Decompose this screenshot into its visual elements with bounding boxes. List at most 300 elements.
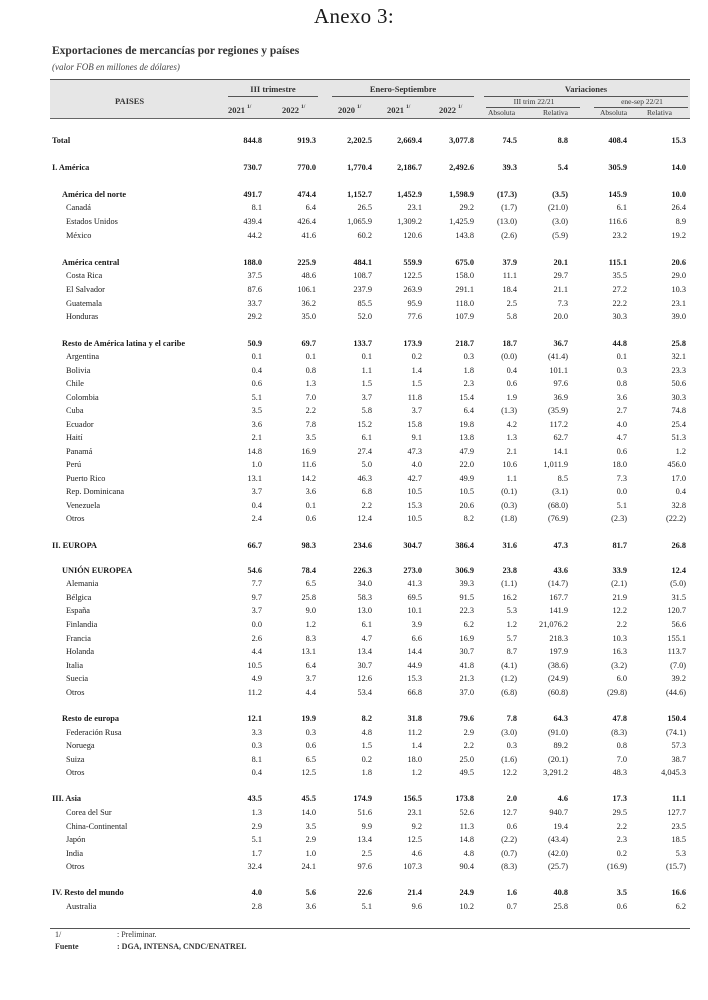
row-value: 31.8	[407, 714, 422, 723]
row-label: El Salvador	[66, 285, 105, 294]
row-value: (1.7)	[501, 203, 517, 212]
row-value: 36.2	[301, 299, 316, 308]
table-row	[0, 646, 708, 658]
row-value: 48.3	[612, 768, 627, 777]
row-value: 2.7	[616, 406, 627, 415]
table-row	[0, 834, 708, 846]
row-label: Otros	[66, 514, 85, 523]
row-value: 19.4	[553, 822, 568, 831]
row-value: 0.4	[506, 366, 517, 375]
row-value: 2,202.5	[347, 136, 372, 145]
row-value: 30.7	[357, 661, 372, 670]
table-row	[0, 740, 708, 752]
header-ytd-2022: 2022 $^{1/}$	[439, 104, 463, 115]
header-ytd-2020: 2020 $^{1/}$	[338, 104, 362, 115]
row-value: 27.4	[357, 447, 372, 456]
row-value: 25.8	[553, 902, 568, 911]
row-value: 20.0	[553, 312, 568, 321]
row-value: 3.5	[616, 888, 627, 897]
row-value: 8.2	[463, 514, 474, 523]
row-label: Suiza	[66, 755, 85, 764]
table-row	[0, 901, 708, 913]
row-value: 2.1	[506, 447, 517, 456]
row-value: 25.0	[459, 755, 474, 764]
row-value: 12.5	[301, 768, 316, 777]
row-value: 5.4	[557, 163, 568, 172]
row-value: 33.9	[612, 566, 627, 575]
row-value: 14.0	[671, 163, 686, 172]
table-row	[0, 633, 708, 645]
row-value: (1.2)	[501, 674, 517, 683]
row-value: (8.3)	[501, 862, 517, 871]
row-value: 14.0	[301, 808, 316, 817]
row-value: 21.3	[459, 674, 474, 683]
row-value: 25.4	[671, 420, 686, 429]
row-value: 15.8	[407, 420, 422, 429]
row-label: Honduras	[66, 312, 99, 321]
row-value: 2.6	[251, 634, 262, 643]
row-value: 23.3	[671, 366, 686, 375]
row-label: Argentina	[66, 352, 100, 361]
row-value: 0.4	[675, 487, 686, 496]
row-value: 50.6	[671, 379, 686, 388]
row-value: 52.6	[459, 808, 474, 817]
row-value: 1.2	[411, 768, 422, 777]
row-value: 1.2	[305, 620, 316, 629]
table-row	[0, 807, 708, 819]
row-value: 19.9	[301, 714, 316, 723]
row-label: Panamá	[66, 447, 93, 456]
row-value: (41.4)	[547, 352, 568, 361]
row-value: 0.7	[506, 902, 517, 911]
table-row	[0, 793, 708, 805]
row-value: 9.9	[361, 822, 372, 831]
row-label: Chile	[66, 379, 84, 388]
row-value: 0.8	[616, 379, 627, 388]
row-value: (0.7)	[501, 849, 517, 858]
table-row	[0, 459, 708, 471]
row-value: 4.2	[506, 420, 517, 429]
row-value: 22.6	[357, 888, 372, 897]
header-ytd: Enero-Septiembre	[369, 84, 437, 94]
table-row	[0, 848, 708, 860]
row-label: América central	[62, 258, 120, 267]
row-value: 1.3	[305, 379, 316, 388]
row-value: 0.1	[251, 352, 262, 361]
row-value: 940.7	[549, 808, 568, 817]
row-value: (1.3)	[501, 406, 517, 415]
row-value: 6.2	[463, 620, 474, 629]
row-value: 1.3	[251, 808, 262, 817]
row-value: 6.1	[361, 433, 372, 442]
row-value: 41.3	[407, 579, 422, 588]
row-value: (8.3)	[611, 728, 627, 737]
row-value: 273.0	[403, 566, 422, 575]
row-value: 32.1	[671, 352, 686, 361]
row-value: 1,065.9	[347, 217, 372, 226]
row-value: 58.3	[357, 593, 372, 602]
row-value: 0.3	[305, 728, 316, 737]
row-value: 13.4	[357, 835, 372, 844]
table-row	[0, 767, 708, 779]
header-var-ytd: ene-sep 22/21	[621, 97, 663, 106]
row-value: (3.5)	[552, 190, 568, 199]
row-value: (16.9)	[606, 862, 627, 871]
row-value: (74.1)	[665, 728, 686, 737]
table-row	[0, 565, 708, 577]
row-value: 22.0	[459, 460, 474, 469]
row-value: 0.3	[463, 352, 474, 361]
row-value: 12.1	[247, 714, 262, 723]
table-row	[0, 861, 708, 873]
row-value: 43.5	[247, 794, 262, 803]
row-value: 1.3	[506, 433, 517, 442]
row-value: (42.0)	[547, 849, 568, 858]
row-value: 25.8	[301, 593, 316, 602]
row-value: 1.5	[361, 379, 372, 388]
row-value: 97.6	[357, 862, 372, 871]
row-value: (25.7)	[547, 862, 568, 871]
row-value: 43.6	[553, 566, 568, 575]
row-value: (20.1)	[547, 755, 568, 764]
row-value: (13.0)	[496, 217, 517, 226]
row-value: 47.3	[553, 541, 568, 550]
table-subtitle: (valor FOB en millones de dólares)	[52, 62, 180, 72]
table-row	[0, 713, 708, 725]
row-value: 730.7	[243, 163, 262, 172]
row-value: 16.9	[459, 634, 474, 643]
row-value: 1.6	[506, 888, 517, 897]
row-label: Haití	[66, 433, 83, 442]
row-value: 12.5	[407, 835, 422, 844]
row-value: 51.6	[357, 808, 372, 817]
row-value: 4.0	[251, 888, 262, 897]
row-value: 3.5	[305, 433, 316, 442]
row-value: 23.1	[671, 299, 686, 308]
row-value: 304.7	[403, 541, 422, 550]
row-value: (3.0)	[552, 217, 568, 226]
table-row	[0, 135, 708, 147]
row-value: (1.6)	[501, 755, 517, 764]
row-value: 33.7	[247, 299, 262, 308]
row-value: 291.1	[455, 285, 474, 294]
row-value: 13.0	[357, 606, 372, 615]
row-value: 3.5	[305, 822, 316, 831]
row-label: IV. Resto del mundo	[52, 888, 124, 897]
row-value: 14.8	[459, 835, 474, 844]
table-row	[0, 673, 708, 685]
row-value: 48.6	[301, 271, 316, 280]
row-value: 226.3	[353, 566, 372, 575]
row-value: 156.5	[403, 794, 422, 803]
header-paises: PAISES	[115, 96, 145, 106]
table-row	[0, 446, 708, 458]
row-value: 19.8	[459, 420, 474, 429]
table-row	[0, 432, 708, 444]
row-value: 29.2	[247, 312, 262, 321]
row-value: 8.8	[557, 136, 568, 145]
row-value: 20.6	[459, 501, 474, 510]
row-value: 141.9	[549, 606, 568, 615]
row-value: 26.4	[671, 203, 686, 212]
row-value: 0.1	[616, 352, 627, 361]
row-value: 5.7	[506, 634, 517, 643]
table-row	[0, 578, 708, 590]
row-value: 770.0	[297, 163, 316, 172]
row-value: 39.3	[502, 163, 517, 172]
table-row	[0, 365, 708, 377]
row-value: 54.6	[247, 566, 262, 575]
row-value: 3.6	[251, 420, 262, 429]
row-value: 7.3	[557, 299, 568, 308]
row-value: 32.8	[671, 501, 686, 510]
row-value: 3.6	[305, 902, 316, 911]
row-label: Guatemala	[66, 299, 102, 308]
row-value: 2.3	[463, 379, 474, 388]
row-value: 237.9	[353, 285, 372, 294]
row-value: 29.0	[671, 271, 686, 280]
row-value: 3.9	[411, 620, 422, 629]
source-label: Fuente	[55, 942, 79, 951]
row-value: 133.7	[353, 339, 372, 348]
row-value: 41.6	[301, 231, 316, 240]
row-value: 77.6	[407, 312, 422, 321]
row-value: 22.2	[612, 299, 627, 308]
row-label: América del norte	[62, 190, 127, 199]
row-value: 2,186.7	[397, 163, 422, 172]
row-value: 49.9	[459, 474, 474, 483]
source-text: : DGA, INTENSA, CNDC/ENATREL	[117, 942, 247, 951]
row-value: 35.0	[301, 312, 316, 321]
row-value: 9.1	[411, 433, 422, 442]
row-value: 6.4	[463, 406, 474, 415]
row-value: 306.9	[455, 566, 474, 575]
row-label: Colombia	[66, 393, 99, 402]
table-row	[0, 821, 708, 833]
header-var-q3: III trim 22/21	[513, 97, 555, 106]
row-value: 116.6	[608, 217, 627, 226]
table-row	[0, 378, 708, 390]
row-value: 107.9	[455, 312, 474, 321]
row-value: 16.2	[502, 593, 517, 602]
row-value: 89.2	[553, 741, 568, 750]
row-value: 101.1	[549, 366, 568, 375]
row-label: Australia	[66, 902, 97, 911]
row-value: 8.1	[251, 755, 262, 764]
row-value: 5.3	[506, 606, 517, 615]
row-value: 37.9	[502, 258, 517, 267]
row-value: (2.1)	[611, 579, 627, 588]
row-value: 1,152.7	[347, 190, 372, 199]
row-value: 4.8	[463, 849, 474, 858]
row-value: 0.6	[305, 741, 316, 750]
row-value: 26.8	[671, 541, 686, 550]
table-row	[0, 189, 708, 201]
row-value: 14.2	[301, 474, 316, 483]
table-row	[0, 727, 708, 739]
row-value: 122.5	[403, 271, 422, 280]
row-value: (3.0)	[501, 728, 517, 737]
row-value: 0.2	[616, 849, 627, 858]
row-value: 23.1	[407, 808, 422, 817]
row-value: 2.2	[361, 501, 372, 510]
row-value: (5.9)	[552, 231, 568, 240]
row-value: 225.9	[297, 258, 316, 267]
row-value: 9.0	[305, 606, 316, 615]
header-variaciones: Variaciones	[564, 84, 608, 94]
row-value: 31.6	[502, 541, 517, 550]
row-label: Venezuela	[66, 501, 101, 510]
row-value: 9.6	[411, 902, 422, 911]
row-value: 8.5	[557, 474, 568, 483]
row-value: 439.4	[243, 217, 262, 226]
row-value: 81.7	[612, 541, 627, 550]
row-value: 18.5	[671, 835, 686, 844]
row-value: 20.1	[553, 258, 568, 267]
row-value: 2.1	[251, 433, 262, 442]
table-row	[0, 202, 708, 214]
row-value: 15.3	[407, 674, 422, 683]
row-label: Costa Rica	[66, 271, 103, 280]
row-value: 2.0	[506, 794, 517, 803]
row-value: 9.7	[251, 593, 262, 602]
row-value: 4,045.3	[661, 768, 686, 777]
row-label: Canadá	[66, 203, 91, 212]
row-value: (17.3)	[496, 190, 517, 199]
row-value: 0.1	[361, 352, 372, 361]
row-value: 18.4	[502, 285, 517, 294]
row-value: 7.3	[616, 474, 627, 483]
row-value: 13.4	[357, 647, 372, 656]
table-row	[0, 513, 708, 525]
row-value: 39.2	[671, 674, 686, 683]
row-value: 2.9	[305, 835, 316, 844]
row-value: 66.7	[247, 541, 262, 550]
row-value: 10.5	[459, 487, 474, 496]
table-row	[0, 216, 708, 228]
row-value: 7.7	[251, 579, 262, 588]
row-value: 20.6	[671, 258, 686, 267]
row-value: 218.3	[549, 634, 568, 643]
row-label: Japón	[66, 835, 86, 844]
row-value: 10.3	[612, 634, 627, 643]
row-value: 15.3	[671, 136, 686, 145]
row-value: 143.8	[455, 231, 474, 240]
row-value: 8.7	[506, 647, 517, 656]
row-value: 0.3	[506, 741, 517, 750]
row-label: Noruega	[66, 741, 95, 750]
table-row	[0, 687, 708, 699]
row-value: 24.1	[301, 862, 316, 871]
header-absoluta-ytd: Absoluta	[600, 108, 628, 117]
table-row	[0, 257, 708, 269]
table-row	[0, 473, 708, 485]
row-value: 29.2	[459, 203, 474, 212]
row-value: 0.6	[506, 822, 517, 831]
row-label: India	[66, 849, 84, 858]
row-value: 52.0	[357, 312, 372, 321]
row-value: 2,492.6	[449, 163, 474, 172]
row-value: 8.9	[675, 217, 686, 226]
row-value: 2.4	[251, 514, 262, 523]
row-label: Resto de América latina y el caribe	[62, 339, 186, 348]
table-row	[0, 338, 708, 350]
row-label: Holanda	[66, 647, 95, 656]
row-label: Bolivia	[66, 366, 91, 375]
row-value: 47.3	[407, 447, 422, 456]
row-value: 6.2	[675, 902, 686, 911]
row-label: Finlandia	[66, 620, 98, 629]
row-value: 98.3	[301, 541, 316, 550]
row-value: 0.8	[305, 366, 316, 375]
row-value: 30.3	[612, 312, 627, 321]
row-value: 30.7	[459, 647, 474, 656]
row-value: 36.9	[553, 393, 568, 402]
row-value: (68.0)	[547, 501, 568, 510]
row-value: 2.2	[616, 822, 627, 831]
row-value: 21,076.2	[538, 620, 568, 629]
row-value: 919.3	[297, 136, 316, 145]
table-row	[0, 284, 708, 296]
row-value: 17.3	[612, 794, 627, 803]
row-value: 107.3	[403, 862, 422, 871]
table-row	[0, 660, 708, 672]
row-value: 2,669.4	[397, 136, 422, 145]
row-value: 5.8	[506, 312, 517, 321]
row-value: 0.2	[361, 755, 372, 764]
row-value: 12.6	[357, 674, 372, 683]
row-value: 3.7	[361, 393, 372, 402]
row-value: 234.6	[353, 541, 372, 550]
row-value: 11.2	[247, 688, 262, 697]
row-value: 108.7	[353, 271, 372, 280]
row-value: 158.0	[455, 271, 474, 280]
row-value: 173.8	[455, 794, 474, 803]
row-value: 12.2	[612, 606, 627, 615]
row-value: 1,770.4	[347, 163, 372, 172]
row-value: 12.4	[671, 566, 686, 575]
row-value: 5.1	[361, 902, 372, 911]
table-row	[0, 270, 708, 282]
row-value: 1.7	[251, 849, 262, 858]
row-value: 85.5	[357, 299, 372, 308]
row-value: 32.4	[247, 862, 262, 871]
row-value: 3.7	[305, 674, 316, 683]
row-label: UNIÓN EUROPEA	[62, 566, 133, 575]
row-value: 21.4	[407, 888, 422, 897]
row-value: 4.6	[557, 794, 568, 803]
row-value: 36.7	[553, 339, 568, 348]
row-value: 6.6	[411, 634, 422, 643]
row-value: 60.2	[357, 231, 372, 240]
row-label: Puerto Rico	[66, 474, 106, 483]
row-value: 12.4	[357, 514, 372, 523]
row-label: Perú	[66, 460, 82, 469]
table-row	[0, 887, 708, 899]
row-value: 62.7	[553, 433, 568, 442]
row-value: (21.0)	[547, 203, 568, 212]
row-value: 6.1	[361, 620, 372, 629]
header-ytd-2021: 2021 $^{1/}$	[387, 104, 411, 115]
row-value: 87.6	[247, 285, 262, 294]
row-value: 15.3	[407, 501, 422, 510]
row-value: 38.7	[671, 755, 686, 764]
table-row	[0, 392, 708, 404]
row-value: 10.5	[407, 514, 422, 523]
row-value: 39.0	[671, 312, 686, 321]
row-value: (22.2)	[665, 514, 686, 523]
row-value: 69.7	[301, 339, 316, 348]
